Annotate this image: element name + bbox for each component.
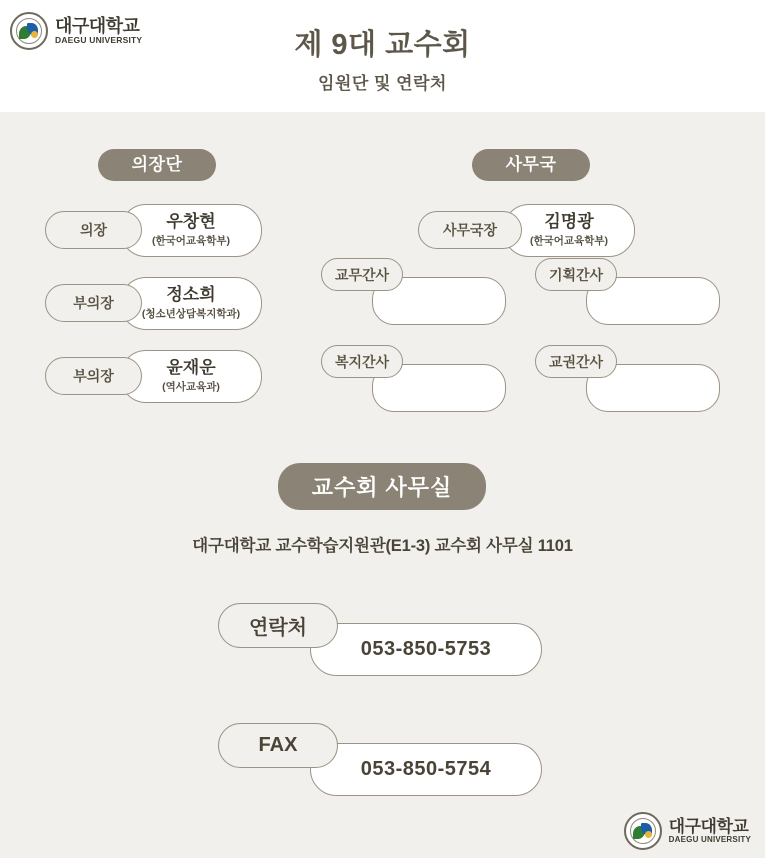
contact-fax-label: FAX xyxy=(218,723,338,768)
contact-fax-value[interactable]: 053-850-5754 xyxy=(310,743,542,796)
office-address: 대구대학교 교수학습지원관(E1-3) 교수회 사무실 1101 xyxy=(192,537,573,555)
content-area xyxy=(0,112,765,858)
secretariat-member-value-0 xyxy=(503,204,635,257)
section-label-office: 교수회 사무실 xyxy=(278,463,486,510)
chair-member-name-0: 우창현 xyxy=(166,211,216,231)
chair-member-role-0: 의장 xyxy=(45,211,142,249)
chair-member-name-2: 윤재운 xyxy=(166,357,216,377)
footer-university-name-en: DAEGU UNIVERSITY xyxy=(668,834,751,844)
section-label-chair-group: 의장단 xyxy=(98,149,216,181)
secretariat-member-name-0: 김명광 xyxy=(544,211,594,231)
chair-member-dept-1: (청소년상담복지학과) xyxy=(141,308,241,321)
section-label-secretariat: 사무국 xyxy=(472,149,590,181)
secretariat-member-role-2: 기획간사 xyxy=(535,258,617,291)
secretariat-member-role-4: 교권간사 xyxy=(535,345,617,378)
chair-member-role-2: 부의장 xyxy=(45,357,142,395)
footer-university-name-ko: 대구대학교 xyxy=(668,816,749,836)
chair-member-dept-2: (역사교육과) xyxy=(162,381,220,394)
footer-university-logo xyxy=(624,812,751,850)
chair-member-name-1: 정소희 xyxy=(166,284,216,304)
secretariat-member-dept-0: (한국어교육학부) xyxy=(530,235,608,248)
page-subtitle: 임원단 및 연락처 xyxy=(318,74,447,93)
footer-university-emblem-icon xyxy=(624,812,662,850)
logo-university-name-ko: 대구대학교 xyxy=(55,16,140,37)
title-block xyxy=(0,22,765,94)
page-title: 제 9대 교수회 xyxy=(294,29,471,61)
logo-university-name-en: DAEGU UNIVERSITY xyxy=(55,34,143,45)
secretariat-member-role-3: 복지간사 xyxy=(321,345,403,378)
chair-member-dept-0: (한국어교육학부) xyxy=(152,235,230,248)
contact-phone-label: 연락처 xyxy=(218,603,338,648)
chair-member-role-1: 부의장 xyxy=(45,284,142,322)
secretariat-member-role-1: 교무간사 xyxy=(321,258,403,291)
contact-phone-value[interactable]: 053-850-5753 xyxy=(310,623,542,676)
page-header xyxy=(0,0,765,112)
secretariat-member-role-0: 사무국장 xyxy=(418,211,522,249)
